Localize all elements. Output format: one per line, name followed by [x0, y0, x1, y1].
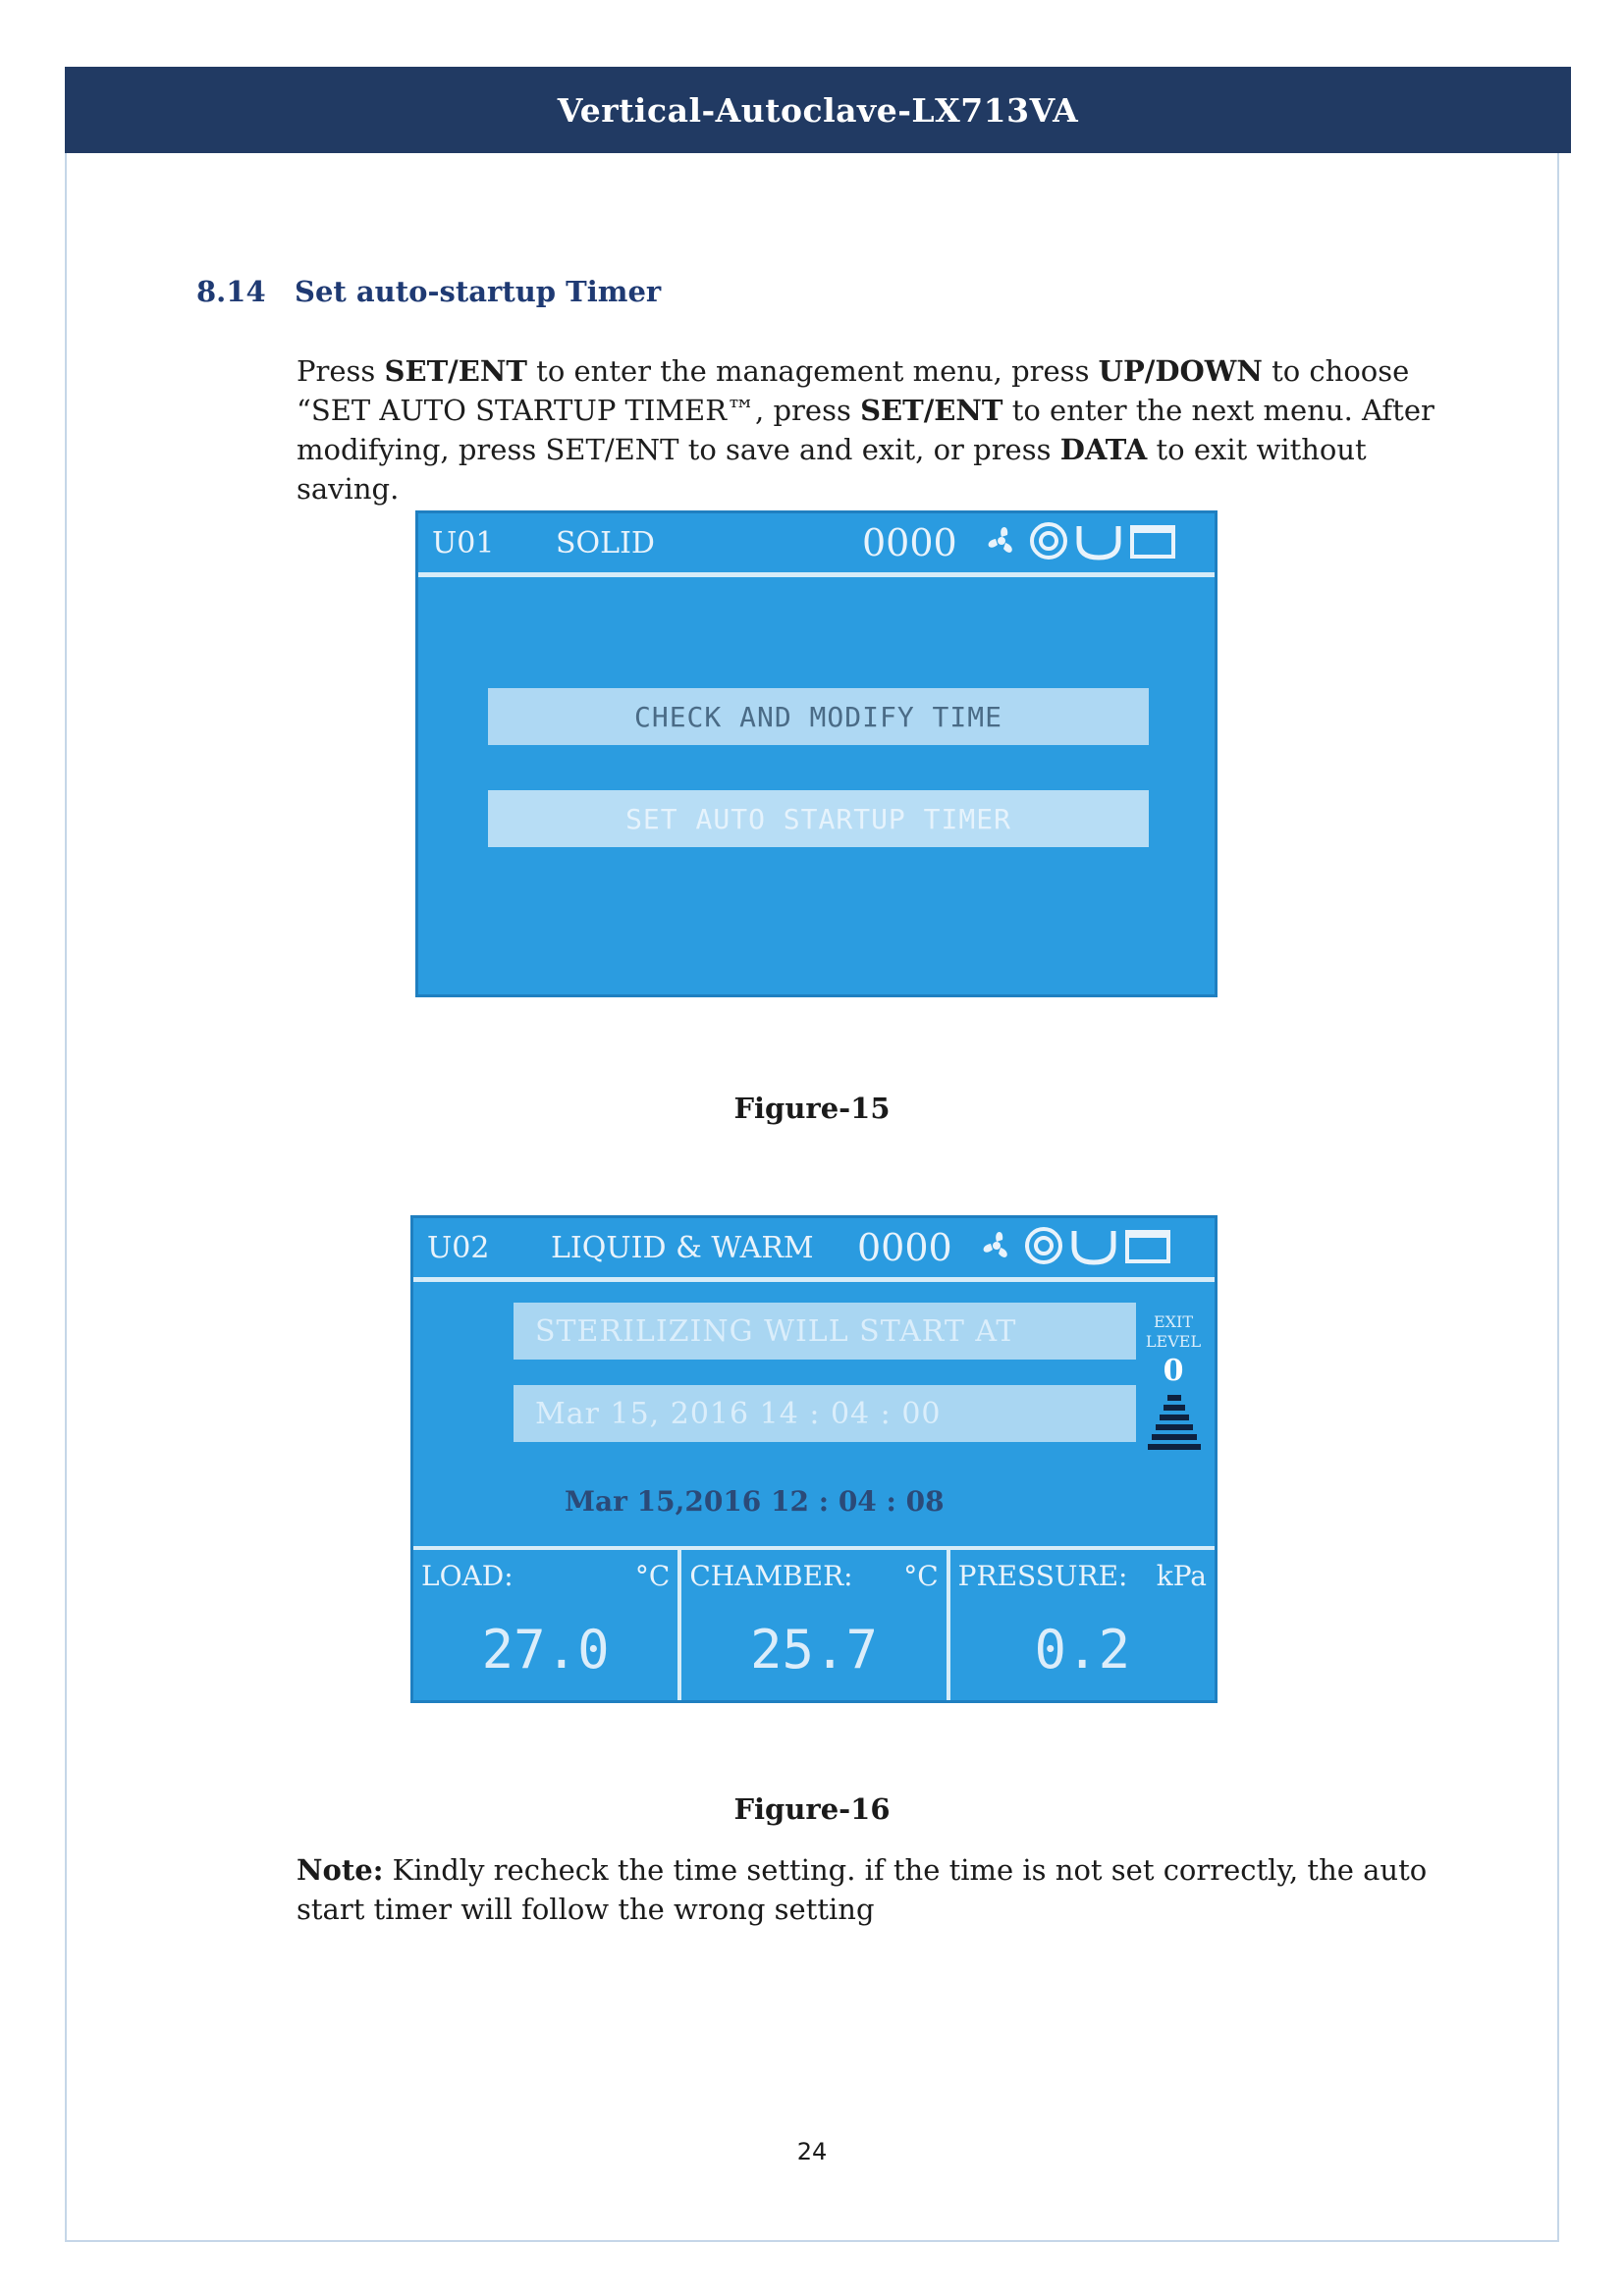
instruction-paragraph	[297, 351, 1455, 508]
readout-load	[413, 1550, 681, 1703]
readout-unit: °C	[903, 1560, 939, 1592]
readout-unit: kPa	[1156, 1560, 1207, 1592]
tank-icon	[1074, 520, 1123, 561]
paragraph-key: DATA	[1059, 433, 1148, 466]
gear-circle-icon	[1029, 521, 1068, 561]
paragraph-text: to enter the next menu. After modifying, press SET/ENT to save and exit, or press	[297, 394, 1435, 466]
readout-unit: °C	[634, 1560, 671, 1592]
program-code: U02	[427, 1230, 490, 1265]
document-header	[65, 67, 1571, 153]
paragraph-text: to exit without saving.	[297, 433, 1367, 506]
readout-value: 0.2	[1034, 1619, 1131, 1681]
figure-16-caption: Figure-16	[733, 1792, 891, 1826]
readout-row	[413, 1546, 1215, 1703]
readout-label: CHAMBER:	[689, 1560, 853, 1592]
note-text: Kindly recheck the time setting. if the time is not set correctly, the auto start timer will follow the wrong setting	[297, 1853, 1428, 1926]
menu-item-set-auto-startup-timer[interactable]: SET AUTO STARTUP TIMER	[488, 790, 1149, 847]
readout-value: 27.0	[481, 1619, 610, 1681]
exit-level-value: 0	[1163, 1354, 1184, 1388]
paragraph-key: SET/ENT	[860, 394, 1003, 427]
sterilizing-start-time-field[interactable]: Mar 15, 2016 14 : 04 : 00	[514, 1385, 1136, 1442]
lcd-status-bar	[413, 1218, 1215, 1282]
figure-15-caption: Figure-15	[733, 1092, 891, 1125]
section-number: 8.14	[196, 275, 266, 308]
program-mode: LIQUID & WARM	[551, 1230, 814, 1265]
level-stack-icon	[1148, 1395, 1201, 1456]
paragraph-text: Press	[297, 354, 385, 388]
door-icon	[1129, 521, 1176, 561]
note-paragraph	[297, 1850, 1455, 1929]
readout-value: 25.7	[749, 1619, 879, 1681]
program-code: U01	[432, 525, 495, 561]
readout-label: PRESSURE:	[957, 1560, 1128, 1592]
document-title: Vertical-Autoclave-LX713VA	[557, 90, 1079, 130]
fan-icon	[975, 1224, 1018, 1267]
status-icons	[975, 1224, 1171, 1267]
figure-16-screen	[410, 1215, 1218, 1703]
readout-chamber	[681, 1550, 949, 1703]
paragraph-text: to enter the management menu, press	[526, 354, 1099, 388]
paragraph-key: UP/DOWN	[1098, 354, 1263, 388]
paragraph-key: SET/ENT	[384, 354, 527, 388]
readout-pressure	[950, 1550, 1215, 1703]
exit-level-label	[1136, 1312, 1211, 1352]
lcd-status-bar	[418, 513, 1215, 577]
current-time: Mar 15,2016 12 : 04 : 08	[565, 1485, 945, 1518]
sterilizing-start-label: STERILIZING WILL START AT	[514, 1303, 1136, 1360]
cycle-counter: 0000	[857, 1226, 952, 1269]
status-icons	[980, 519, 1176, 562]
section-title: Set auto-startup Timer	[295, 275, 662, 308]
exit-label: EXIT	[1153, 1312, 1194, 1331]
door-icon	[1124, 1226, 1171, 1265]
section-heading	[196, 275, 661, 308]
program-mode: SOLID	[556, 525, 655, 561]
menu-item-check-modify-time[interactable]: CHECK AND MODIFY TIME	[488, 688, 1149, 745]
fan-icon	[980, 519, 1023, 562]
paragraph-text: to choose “SET AUTO STARTUP TIMER™, press	[297, 354, 1410, 427]
figure-15-screen	[415, 510, 1218, 997]
readout-label: LOAD:	[421, 1560, 514, 1592]
gear-circle-icon	[1024, 1226, 1063, 1265]
level-label: LEVEL	[1145, 1332, 1202, 1351]
tank-icon	[1069, 1225, 1118, 1266]
note-label: Note:	[297, 1853, 384, 1887]
page-number: 24	[796, 2138, 828, 2165]
cycle-counter: 0000	[862, 521, 957, 564]
